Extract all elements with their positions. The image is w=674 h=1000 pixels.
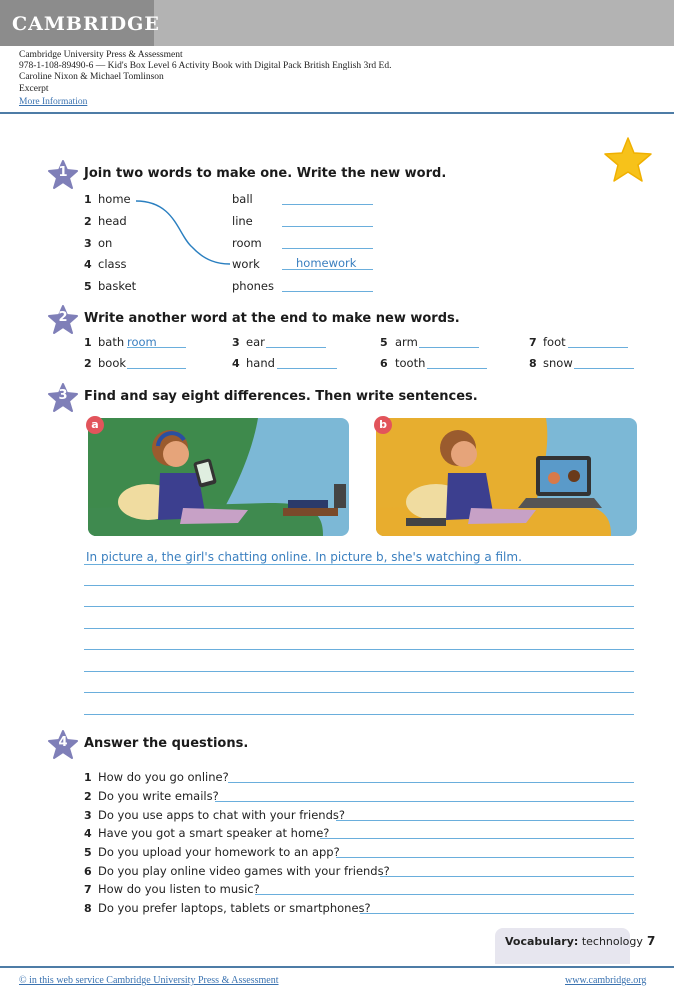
word-stem: bath [98, 335, 125, 349]
writing-line[interactable] [84, 628, 634, 629]
question-text: Do you upload your homework to an app? [98, 845, 340, 859]
picture-a-label: a [86, 416, 104, 434]
page-number: 7 [647, 934, 656, 948]
left-word: head [98, 214, 127, 228]
writing-line[interactable] [84, 692, 634, 693]
answer-line[interactable] [215, 801, 634, 802]
answer-line[interactable] [380, 876, 634, 877]
item-number: 4 [84, 258, 92, 271]
question-text: Do you use apps to chat with your friends? [98, 808, 345, 822]
question-text: Do you prefer laptops, tablets or smartphones? [98, 901, 371, 915]
answer-room: room [127, 335, 157, 349]
question-number: 2 [84, 790, 92, 803]
left-word: basket [98, 279, 137, 293]
word-stem: book [98, 356, 127, 370]
question-number: 6 [84, 865, 92, 878]
item-number: 6 [380, 357, 388, 370]
exercise-1-title: Join two words to make one. Write the new word. [84, 166, 447, 181]
website-link[interactable]: www.cambridge.org [565, 975, 647, 986]
question-number: 3 [84, 809, 92, 822]
answer-line[interactable] [277, 368, 337, 369]
question-number: 4 [84, 827, 92, 840]
copyright-link[interactable]: © in this web service Cambridge University Press & Assessment [19, 975, 279, 986]
picture-b-label: b [374, 416, 392, 434]
question-number: 7 [84, 883, 92, 896]
question-number: 1 [84, 771, 92, 784]
question-text: Do you write emails? [98, 789, 219, 803]
question-number: 8 [84, 902, 92, 915]
vocabulary-label [505, 935, 643, 948]
exercise-3-badge: 3 [48, 383, 78, 413]
writing-line[interactable] [84, 564, 634, 565]
exercise-2-title: Write another word at the end to make new words. [84, 311, 460, 326]
answer-line[interactable] [568, 347, 628, 348]
excerpt-line: Excerpt [19, 84, 49, 94]
left-word: home [98, 192, 131, 206]
vocab-topic: technology [581, 935, 643, 948]
right-word: room [232, 236, 262, 250]
exercise-4-badge: 4 [48, 730, 78, 760]
publisher-line: Cambridge University Press & Assessment [19, 50, 183, 60]
answer-line[interactable] [320, 838, 634, 839]
picture-b [376, 418, 637, 536]
isbn-line: 978-1-108-89490-6 — Kid's Box Level 6 Activity Book with Digital Pack British English 3rd Ed. [19, 61, 392, 71]
writing-line[interactable] [84, 606, 634, 607]
picture-a [88, 418, 349, 536]
gold-star-icon [603, 136, 653, 184]
question-number: 5 [84, 846, 92, 859]
word-stem: tooth [395, 356, 426, 370]
word-stem: foot [543, 335, 566, 349]
right-word: work [232, 257, 260, 271]
answer-line[interactable] [360, 913, 634, 914]
item-number: 8 [529, 357, 537, 370]
right-word: phones [232, 279, 274, 293]
writing-line[interactable] [84, 714, 634, 715]
answer-line[interactable] [427, 368, 487, 369]
item-number: 3 [232, 336, 240, 349]
word-stem: hand [246, 356, 275, 370]
item-number: 5 [380, 336, 388, 349]
answer-line[interactable] [127, 368, 186, 369]
authors-line: Caroline Nixon & Michael Tomlinson [19, 72, 164, 82]
right-word: line [232, 214, 253, 228]
answer-line[interactable] [282, 226, 373, 227]
writing-line[interactable] [84, 649, 634, 650]
answer-line[interactable] [419, 347, 479, 348]
exercise-2-badge: 2 [48, 305, 78, 335]
logo-text: CAMBRIDGE [12, 13, 160, 35]
writing-line[interactable] [84, 671, 634, 672]
item-number: 5 [84, 280, 92, 293]
answer-line[interactable] [282, 248, 373, 249]
vocab-label: Vocabulary: [505, 935, 579, 948]
answer-line[interactable] [282, 269, 373, 270]
answer-line[interactable] [282, 204, 373, 205]
matching-connector-line [130, 195, 235, 270]
answer-line[interactable] [574, 368, 634, 369]
answer-line[interactable] [127, 347, 186, 348]
answer-homework: homework [296, 256, 357, 270]
more-information-link[interactable]: More Information [19, 97, 88, 107]
word-stem: arm [395, 335, 418, 349]
answer-line[interactable] [266, 347, 326, 348]
word-stem: snow [543, 356, 573, 370]
question-text: Do you play online video games with your friends? [98, 864, 390, 878]
item-number: 2 [84, 357, 92, 370]
item-number: 1 [84, 336, 92, 349]
answer-line[interactable] [336, 857, 634, 858]
exercise-3-title: Find and say eight differences. Then write sentences. [84, 389, 478, 404]
item-number: 3 [84, 237, 92, 250]
item-number: 2 [84, 215, 92, 228]
question-text: How do you listen to music? [98, 882, 260, 896]
question-text: Have you got a smart speaker at home? [98, 826, 330, 840]
header-rule [0, 112, 674, 114]
writing-line[interactable] [84, 585, 634, 586]
answer-line[interactable] [282, 291, 373, 292]
exercise-1-badge: 1 [48, 160, 78, 190]
item-number: 7 [529, 336, 537, 349]
answer-line[interactable] [336, 820, 634, 821]
item-number: 1 [84, 193, 92, 206]
right-word: ball [232, 192, 253, 206]
left-word: class [98, 257, 127, 271]
word-stem: ear [246, 335, 265, 349]
item-number: 4 [232, 357, 240, 370]
example-sentence: In picture a, the girl's chatting online. In picture b, she's watching a film. [86, 550, 522, 564]
answer-line[interactable] [228, 782, 634, 783]
footer-rule [0, 966, 674, 968]
answer-line[interactable] [255, 894, 634, 895]
left-word: on [98, 236, 113, 250]
question-text: How do you go online? [98, 770, 229, 784]
exercise-4-title: Answer the questions. [84, 736, 249, 751]
